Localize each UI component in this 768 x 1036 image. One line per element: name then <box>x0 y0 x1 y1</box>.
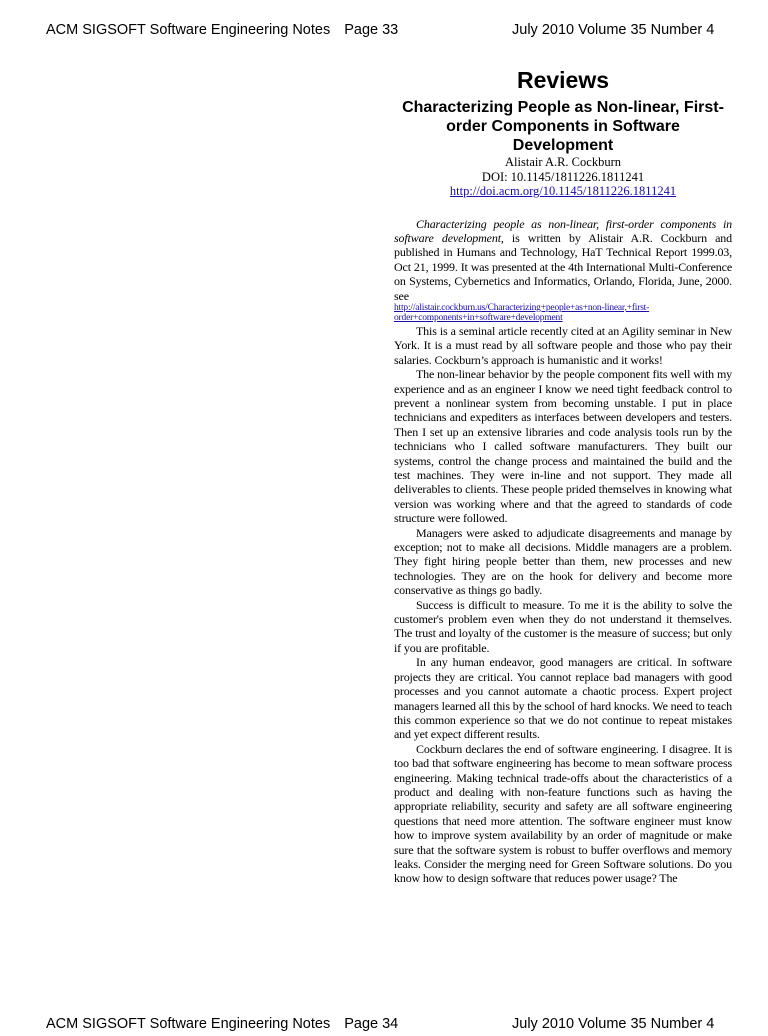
issue-info: July 2010 Volume 35 Number 4 <box>512 22 715 38</box>
article-byline <box>394 155 732 199</box>
section-title: Reviews <box>516 67 610 93</box>
body-paragraph: In any human endeavor, good managers are critical. In software projects they are critical. You cannot replace bad managers with good processes and you cannot automate a chaotic process. Expert project managers learned all this by the school of hard knocks. We need to teach this common experience so that we do not continue to repeat mistakes and yet expect different results. <box>394 655 732 742</box>
page-footer <box>0 1016 768 1036</box>
header-left <box>46 22 398 38</box>
page-header <box>0 22 768 44</box>
body-paragraph: This is a seminal article recently cited at an Agility seminar in New York. It is a must read by all software people and those who pay their salaries. Cockburn’s approach is humanistic and it works! <box>394 323 732 367</box>
article-body <box>394 217 732 886</box>
author-name: Alistair A.R. Cockburn <box>505 155 621 169</box>
doi-link[interactable]: http://doi.acm.org/10.1145/1811226.1811241 <box>449 184 677 198</box>
review-title-italic: Characterizing people as non-linear, first-order components in software development, <box>394 216 732 245</box>
doi: DOI: 10.1145/1811226.1811241 <box>481 169 645 184</box>
footer-journal-name: ACM SIGSOFT Software Engineering Notes <box>46 1016 331 1032</box>
footer-issue-info: July 2010 Volume 35 Number 4 <box>512 1016 715 1032</box>
body-paragraph: The non-linear behavior by the people component fits well with my experience and as an engineer I know we need tight feedback control to prevent a nonlinear system from becoming unstable. I put in place technicians and expediters as interfaces between developers and testers. Then I set up an extensive libraries and code analysis tools run by the technicians who I called software manufacturers. They built our systems, control the change process and maintained the build and the test machines. They were in-line and not support. They made all deliverables to clients. These people prided themselves in knowing what version was working where and that the agreed to standards of code structure were followed. <box>394 367 732 526</box>
footer-page-number: Page 34 <box>344 1016 399 1032</box>
body-paragraph: Cockburn declares the end of software engineering. I disagree. It is too bad that software engineering has become to mean software process engineering. Making technical trade-offs about the characteristics of a product and dealing with non-feature functions such as having the appropriate reliability, security and safety are all software engineering questions that need more attention. The software engineer must know how to improve system availability by an order of magnitude or make sure that the software system is robust to buffer overflows and memory leaks. Consider the merging need for Green Software solutions. Do you know how to design software that reduces power usage? The <box>394 741 732 886</box>
body-paragraph: Success is difficult to measure. To me it is the ability to solve the customer's problem even when they do not understand it themselves. The trust and loyalty of the customer is the measure of success; but only if you are profitable. <box>394 597 732 655</box>
article-column <box>394 66 732 886</box>
footer-left <box>46 1016 398 1032</box>
source-link[interactable]: http://alistair.cockburn.us/Characterizing+people+as+non-linear,+first-order+components+in+software+development <box>394 302 650 324</box>
page-number: Page 33 <box>344 22 399 38</box>
intro-text: is written by Alistair A.R. Cockburn and published in Humans and Technology, HaT Technical Report 1999.03, Oct 21, 1999. It was presented at the 4th International Multi-Conference on Systems, Cybernetics and Informatics, Orlando, Florida, June, 2000. see <box>394 230 732 303</box>
body-paragraph: Managers were asked to adjudicate disagreements and manage by exception; not to make all decisions. Middle managers are a problem. They fight hiring people better than them, new processes and new technologies. They are on the hook for delivery and become more conservative as things go badly. <box>394 525 732 598</box>
article-title: Characterizing People as Non-linear, First-order Components in Software Development <box>402 99 724 154</box>
intro-paragraph <box>394 217 732 324</box>
journal-name: ACM SIGSOFT Software Engineering Notes <box>46 22 331 38</box>
